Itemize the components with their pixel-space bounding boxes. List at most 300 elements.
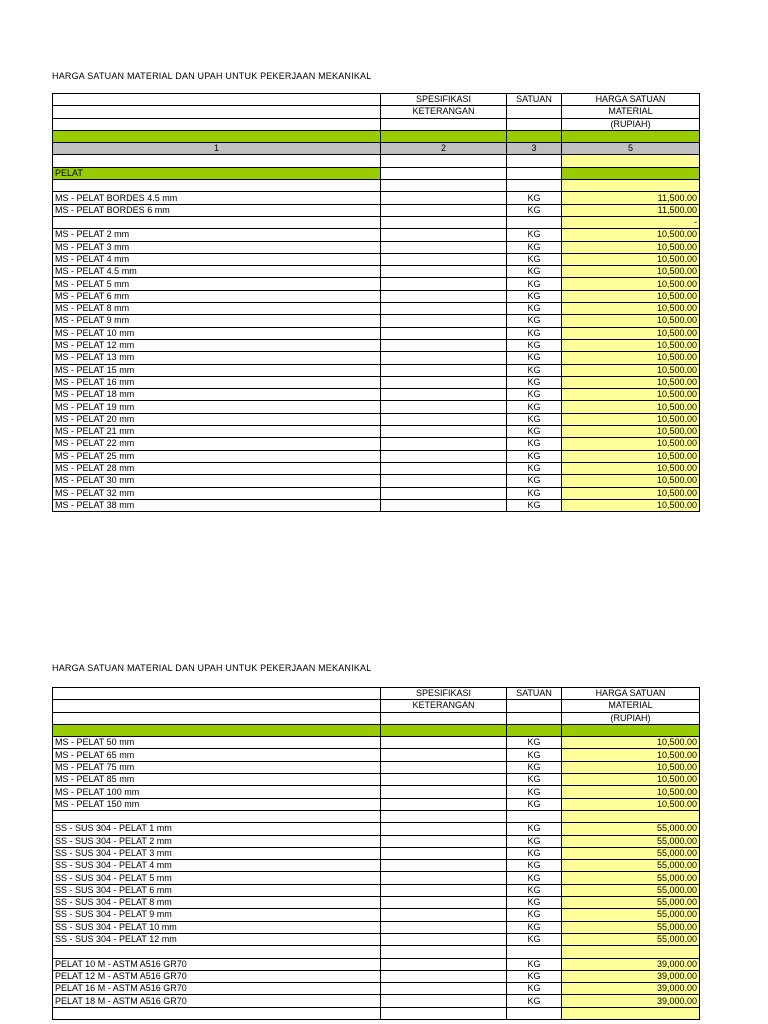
table-row [53,204,700,216]
unit-cell: KG [507,401,562,413]
spec-cell [381,810,507,822]
price-cell: 10,500.00 [562,426,700,438]
item-cell: MS - PELAT BORDES 6 mm [53,204,381,216]
table-row [53,737,700,749]
unit-cell [507,810,562,822]
item-cell: SS - SUS 304 - PELAT 12 mm [53,933,381,945]
unit-cell: KG [507,958,562,970]
spec-cell [381,450,507,462]
item-cell: PELAT 16 M - ASTM A516 GR70 [53,983,381,995]
price-cell: 10,500.00 [562,786,700,798]
table-row [53,835,700,847]
column-number-cell: 5 [562,143,700,155]
spec-cell [381,229,507,241]
header-unit-cell: SATUAN [507,688,562,700]
item-cell: MS - PELAT 3 mm [53,241,381,253]
unit-cell: KG [507,192,562,204]
price-cell: 10,500.00 [562,327,700,339]
unit-cell: KG [507,327,562,339]
unit-cell: KG [507,241,562,253]
header-row [53,118,700,130]
table-row [53,327,700,339]
header-row [53,700,700,712]
spec-cell [381,241,507,253]
spec-cell [381,278,507,290]
table-row [53,376,700,388]
header-item-cell [53,94,381,106]
price-cell: 10,500.00 [562,339,700,351]
unit-cell: KG [507,266,562,278]
spec-cell [381,180,507,192]
spec-cell [381,860,507,872]
table-row [53,475,700,487]
unit-cell: KG [507,339,562,351]
band-cell [507,130,562,142]
price-cell: 55,000.00 [562,884,700,896]
price-cell: 10,500.00 [562,278,700,290]
item-cell [53,180,381,192]
spec-cell [381,204,507,216]
header-item-cell [53,712,381,724]
spec-cell [381,835,507,847]
section-cell [562,167,700,179]
table-row [53,352,700,364]
header-row [53,106,700,118]
table-row [53,921,700,933]
item-cell: MS - PELAT 100 mm [53,786,381,798]
price-cell: 10,500.00 [562,241,700,253]
item-cell: MS - PELAT 22 mm [53,438,381,450]
item-cell: MS - PELAT 16 mm [53,376,381,388]
unit-cell: KG [507,426,562,438]
table-row [53,192,700,204]
price-cell: 10,500.00 [562,290,700,302]
spec-cell [381,376,507,388]
header-spec-cell: SPESIFIKASI [381,688,507,700]
price-cell: 55,000.00 [562,860,700,872]
item-cell: MS - PELAT 18 mm [53,389,381,401]
spacer-cell [53,155,381,167]
unit-cell: KG [507,823,562,835]
unit-cell: KG [507,897,562,909]
item-cell: PELAT 10 M - ASTM A516 GR70 [53,958,381,970]
item-cell: SS - SUS 304 - PELAT 5 mm [53,872,381,884]
spec-cell [381,884,507,896]
header-spec-cell [381,712,507,724]
unit-cell: KG [507,909,562,921]
price-cell: 10,500.00 [562,352,700,364]
header-price-cell: HARGA SATUAN [562,688,700,700]
item-cell: MS - PELAT 85 mm [53,774,381,786]
item-cell: MS - PELAT 4.5 mm [53,266,381,278]
unit-cell: KG [507,253,562,265]
spec-cell [381,192,507,204]
unit-cell: KG [507,438,562,450]
table-row [53,253,700,265]
unit-cell: KG [507,303,562,315]
item-cell: PELAT 18 M - ASTM A516 GR70 [53,995,381,1007]
item-cell: PELAT 12 M - ASTM A516 GR70 [53,970,381,982]
column-number-row [53,143,700,155]
header-unit-cell [507,106,562,118]
price-cell: 11,500.00 [562,204,700,216]
section-row [53,167,700,179]
item-cell: MS - PELAT 20 mm [53,413,381,425]
unit-cell: KG [507,475,562,487]
unit-cell: KG [507,229,562,241]
spec-cell [381,290,507,302]
band-cell [562,130,700,142]
spacer-cell [562,155,700,167]
price-cell: 55,000.00 [562,823,700,835]
item-cell: MS - PELAT 38 mm [53,499,381,511]
unit-cell: KG [507,798,562,810]
table-row [53,884,700,896]
table-row [53,872,700,884]
table-row [53,860,700,872]
table-row [53,970,700,982]
unit-cell: KG [507,487,562,499]
spec-cell [381,339,507,351]
item-cell [53,216,381,228]
price-cell: 10,500.00 [562,266,700,278]
unit-cell: KG [507,364,562,376]
price-cell: 10,500.00 [562,401,700,413]
table-row [53,216,700,228]
spec-cell [381,897,507,909]
price-cell: 10,500.00 [562,462,700,474]
spec-cell [381,1007,507,1019]
unit-cell: KG [507,278,562,290]
spec-cell [381,426,507,438]
spec-cell [381,970,507,982]
spec-cell [381,253,507,265]
item-cell [53,810,381,822]
header-price-cell: HARGA SATUAN [562,94,700,106]
spec-cell [381,487,507,499]
price-cell: 10,500.00 [562,389,700,401]
spec-cell [381,303,507,315]
header-item-cell [53,118,381,130]
table-row [53,426,700,438]
price-cell: 55,000.00 [562,909,700,921]
table-row [53,266,700,278]
item-cell [53,946,381,958]
spec-cell [381,958,507,970]
table-row [53,933,700,945]
table-row [53,798,700,810]
table-row [53,290,700,302]
price-cell: 39,000.00 [562,983,700,995]
price-cell: 10,500.00 [562,376,700,388]
header-row [53,94,700,106]
spec-cell [381,438,507,450]
unit-cell: KG [507,737,562,749]
unit-cell: KG [507,413,562,425]
unit-cell: KG [507,761,562,773]
unit-cell: KG [507,921,562,933]
unit-cell: KG [507,786,562,798]
spec-cell [381,909,507,921]
price-cell: 10,500.00 [562,737,700,749]
unit-cell: KG [507,933,562,945]
unit-cell: KG [507,450,562,462]
item-cell [53,1007,381,1019]
item-cell: MS - PELAT 150 mm [53,798,381,810]
header-price-cell: MATERIAL [562,700,700,712]
column-number-cell: 3 [507,143,562,155]
item-cell: MS - PELAT 28 mm [53,462,381,474]
unit-cell: KG [507,499,562,511]
price-cell: 39,000.00 [562,958,700,970]
price-cell: 55,000.00 [562,897,700,909]
spec-cell [381,798,507,810]
unit-cell: KG [507,970,562,982]
item-cell: MS - PELAT 65 mm [53,749,381,761]
spec-cell [381,983,507,995]
header-price-cell: (RUPIAH) [562,712,700,724]
item-cell: SS - SUS 304 - PELAT 3 mm [53,847,381,859]
item-cell: MS - PELAT 4 mm [53,253,381,265]
unit-cell: KG [507,774,562,786]
header-item-cell [53,106,381,118]
band-cell [381,130,507,142]
table-row [53,413,700,425]
table-row [53,1007,700,1019]
price-cell: 10,500.00 [562,413,700,425]
unit-cell [507,946,562,958]
item-cell: MS - PELAT 19 mm [53,401,381,413]
spec-cell [381,737,507,749]
section-cell [381,167,507,179]
table-row [53,823,700,835]
spec-cell [381,499,507,511]
item-cell: MS - PELAT BORDES 4.5 mm [53,192,381,204]
table-row [53,774,700,786]
table-row [53,983,700,995]
spec-cell [381,946,507,958]
item-cell: MS - PELAT 9 mm [53,315,381,327]
table-row [53,995,700,1007]
table-row [53,897,700,909]
band-cell [53,724,381,736]
item-cell: MS - PELAT 13 mm [53,352,381,364]
item-cell: MS - PELAT 75 mm [53,761,381,773]
unit-cell: KG [507,315,562,327]
price-cell: 10,500.00 [562,364,700,376]
price-cell: 10,500.00 [562,229,700,241]
price-cell: 11,500.00 [562,192,700,204]
table-row [53,389,700,401]
section-cell [507,167,562,179]
spec-cell [381,761,507,773]
unit-cell: KG [507,835,562,847]
table-row [53,462,700,474]
price-table-1 [52,93,700,512]
table-row [53,749,700,761]
price-cell [562,946,700,958]
item-cell: MS - PELAT 21 mm [53,426,381,438]
header-spec-cell: SPESIFIKASI [381,94,507,106]
header-item-cell [53,700,381,712]
table-row [53,958,700,970]
item-cell: MS - PELAT 15 mm [53,364,381,376]
unit-cell: KG [507,884,562,896]
table-row [53,786,700,798]
spec-cell [381,847,507,859]
table-row [53,450,700,462]
spec-cell [381,364,507,376]
item-cell: MS - PELAT 5 mm [53,278,381,290]
spec-cell [381,327,507,339]
unit-cell: KG [507,860,562,872]
table-row [53,761,700,773]
unit-cell: KG [507,352,562,364]
band-cell [507,724,562,736]
unit-cell: KG [507,872,562,884]
price-cell: 10,500.00 [562,761,700,773]
header-price-cell: MATERIAL [562,106,700,118]
header-spec-cell: KETERANGAN [381,106,507,118]
table-row [53,278,700,290]
price-cell: 10,500.00 [562,253,700,265]
unit-cell: KG [507,462,562,474]
price-cell: 10,500.00 [562,749,700,761]
price-cell: 39,000.00 [562,995,700,1007]
table-row [53,401,700,413]
spec-cell [381,749,507,761]
table-row [53,241,700,253]
header-unit-cell [507,712,562,724]
spec-cell [381,774,507,786]
table-row [53,229,700,241]
spec-cell [381,995,507,1007]
band-cell [53,130,381,142]
item-cell: MS - PELAT 30 mm [53,475,381,487]
item-cell: MS - PELAT 12 mm [53,339,381,351]
header-unit-cell [507,118,562,130]
header-unit-cell [507,700,562,712]
spec-cell [381,216,507,228]
table-row [53,909,700,921]
price-cell: 10,500.00 [562,798,700,810]
band-cell [381,724,507,736]
item-cell: MS - PELAT 25 mm [53,450,381,462]
table-row [53,180,700,192]
unit-cell: KG [507,376,562,388]
header-unit-cell: SATUAN [507,94,562,106]
green-band-row [53,130,700,142]
unit-cell: KG [507,290,562,302]
spec-cell [381,315,507,327]
header-spec-cell [381,118,507,130]
table-row [53,847,700,859]
spec-cell [381,389,507,401]
price-cell: 39,000.00 [562,970,700,982]
spec-cell [381,823,507,835]
green-band-row [53,724,700,736]
price-cell: 55,000.00 [562,933,700,945]
table-row [53,315,700,327]
price-cell: 10,500.00 [562,450,700,462]
price-cell: 55,000.00 [562,872,700,884]
header-item-cell [53,688,381,700]
price-cell [562,180,700,192]
item-cell: SS - SUS 304 - PELAT 6 mm [53,884,381,896]
price-cell: 10,500.00 [562,499,700,511]
item-cell: SS - SUS 304 - PELAT 8 mm [53,897,381,909]
header-row [53,712,700,724]
price-cell: - [562,216,700,228]
table-row [53,810,700,822]
section-label: PELAT [53,167,381,179]
item-cell: SS - SUS 304 - PELAT 4 mm [53,860,381,872]
column-number-cell: 1 [53,143,381,155]
table-row [53,303,700,315]
price-cell: 10,500.00 [562,438,700,450]
header-price-cell: (RUPIAH) [562,118,700,130]
item-cell: MS - PELAT 50 mm [53,737,381,749]
unit-cell: KG [507,204,562,216]
spec-cell [381,266,507,278]
item-cell: SS - SUS 304 - PELAT 10 mm [53,921,381,933]
spec-cell [381,462,507,474]
table-row [53,364,700,376]
spec-cell [381,352,507,364]
item-cell: SS - SUS 304 - PELAT 1 mm [53,823,381,835]
spacer-row [53,155,700,167]
price-cell: 10,500.00 [562,475,700,487]
unit-cell [507,216,562,228]
table-row [53,438,700,450]
price-table-2 [52,687,700,1020]
price-cell: 55,000.00 [562,835,700,847]
unit-cell [507,180,562,192]
spacer-cell [507,155,562,167]
column-number-cell: 2 [381,143,507,155]
item-cell: MS - PELAT 32 mm [53,487,381,499]
header-spec-cell: KETERANGAN [381,700,507,712]
price-cell: 10,500.00 [562,487,700,499]
table1-title: HARGA SATUAN MATERIAL DAN UPAH UNTUK PEKERJAAN MEKANIKAL [52,71,372,81]
unit-cell: KG [507,389,562,401]
item-cell: MS - PELAT 10 mm [53,327,381,339]
spec-cell [381,872,507,884]
unit-cell: KG [507,983,562,995]
price-cell [562,810,700,822]
item-cell: MS - PELAT 2 mm [53,229,381,241]
item-cell: MS - PELAT 8 mm [53,303,381,315]
item-cell: SS - SUS 304 - PELAT 2 mm [53,835,381,847]
table-row [53,339,700,351]
spec-cell [381,921,507,933]
spec-cell [381,413,507,425]
unit-cell: KG [507,995,562,1007]
unit-cell: KG [507,847,562,859]
price-cell [562,1007,700,1019]
header-row [53,688,700,700]
item-cell: MS - PELAT 6 mm [53,290,381,302]
table-row [53,499,700,511]
spec-cell [381,786,507,798]
table-row [53,946,700,958]
price-cell: 55,000.00 [562,921,700,933]
spacer-cell [381,155,507,167]
unit-cell [507,1007,562,1019]
price-cell: 10,500.00 [562,303,700,315]
unit-cell: KG [507,749,562,761]
price-cell: 10,500.00 [562,774,700,786]
